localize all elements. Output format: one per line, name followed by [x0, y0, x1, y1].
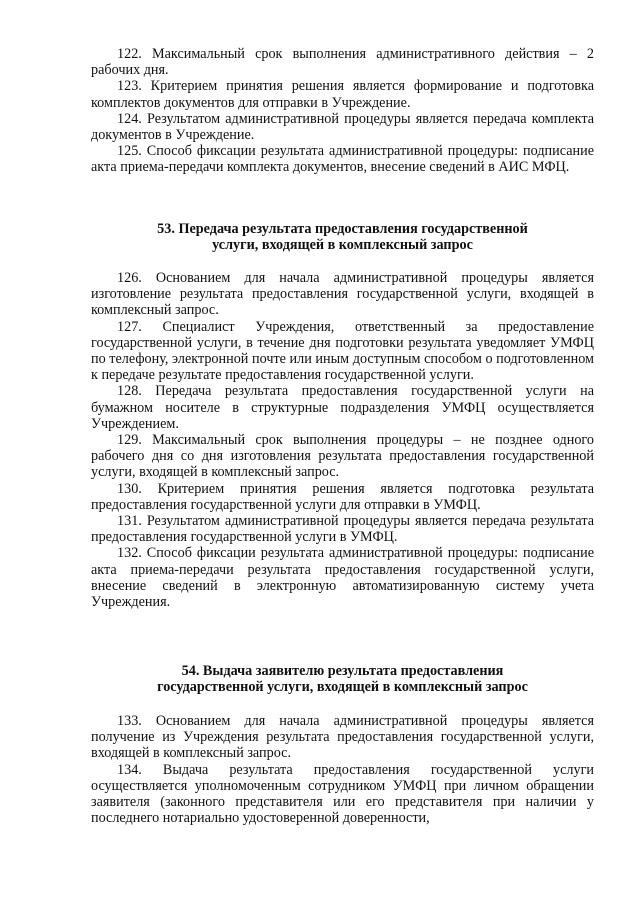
paragraph-124: 124. Результатом административной процедуры является передача комплекта документов в Учреждение.	[91, 110, 594, 144]
paragraph-126: 126. Основанием для начала административной процедуры является изготовление результата предоставления государственной услуги, входящей в комплексный запрос.	[91, 270, 594, 319]
section-heading-54	[91, 663, 594, 695]
paragraph-127: 127. Специалист Учреждения, ответственный за предоставление государственной услуги, в течение дня подготовки результата уведомляет УМФЦ по телефону, электронной почте или иным доступным способом о подготовленном к передаче результате предоставления государственной услуги.	[91, 318, 594, 384]
paragraph-123: 123. Критерием принятия решения является формирование и подготовка комплектов документов для отправки в Учреждение.	[91, 78, 594, 111]
paragraph-134: 134. Выдача результата предоставления государственной услуги осуществляется уполномоченным сотрудником УМФЦ при личном обращении заявителя (законного представителя или его представителя при наличии у последнего нотариально удостоверенной доверенности,	[91, 761, 594, 827]
paragraph-125: 125. Способ фиксации результата административной процедуры: подписание акта приема-передачи комплекта документов, внесение сведений в АИС МФЦ.	[91, 143, 594, 176]
section-heading-53-line2: услуги, входящей в комплексный запрос	[212, 237, 473, 254]
section-heading-53-line1: 53. Передача результата предоставления государственной	[157, 221, 528, 237]
section-heading-54-line1: 54. Выдача заявителю результата предоставления	[181, 663, 504, 679]
paragraph-130: 130. Критерием принятия решения является подготовка результата предоставления государственной услуги для отправки в УМФЦ.	[91, 480, 594, 513]
paragraph-133: 133. Основанием для начала административной процедуры является получение из Учреждения результата предоставления государственной услуги, входящей в комплексный запрос.	[91, 713, 594, 762]
paragraph-block-126-132	[91, 270, 594, 610]
paragraph-129: 129. Максимальный срок выполнения процедуры – не позднее одного рабочего дня со дня изготовления результата предоставления государственной услуги, входящей в комплексный запрос.	[91, 432, 594, 481]
section-heading-53	[91, 221, 594, 253]
paragraph-block-133-134	[91, 713, 594, 826]
section-heading-54-line2: государственной услуги, входящей в комплексный запрос	[157, 679, 528, 696]
paragraph-128: 128. Передача результата предоставления государственной услуги на бумажном носителе в структурные подразделения УМФЦ осуществляется Учреждением.	[91, 383, 594, 432]
paragraph-132: 132. Способ фиксации результата административной процедуры: подписание акта приема-передачи результата предоставления государственной услуги, внесение сведений в электронную автоматизированную систему учета Учреждения.	[91, 545, 594, 611]
paragraph-122: 122. Максимальный срок выполнения административного действия – 2 рабочих дня.	[91, 46, 594, 79]
paragraph-131: 131. Результатом административной процедуры является передача результата предоставления государственной услуги в УМФЦ.	[91, 513, 594, 546]
paragraph-block-122-125	[91, 46, 594, 176]
